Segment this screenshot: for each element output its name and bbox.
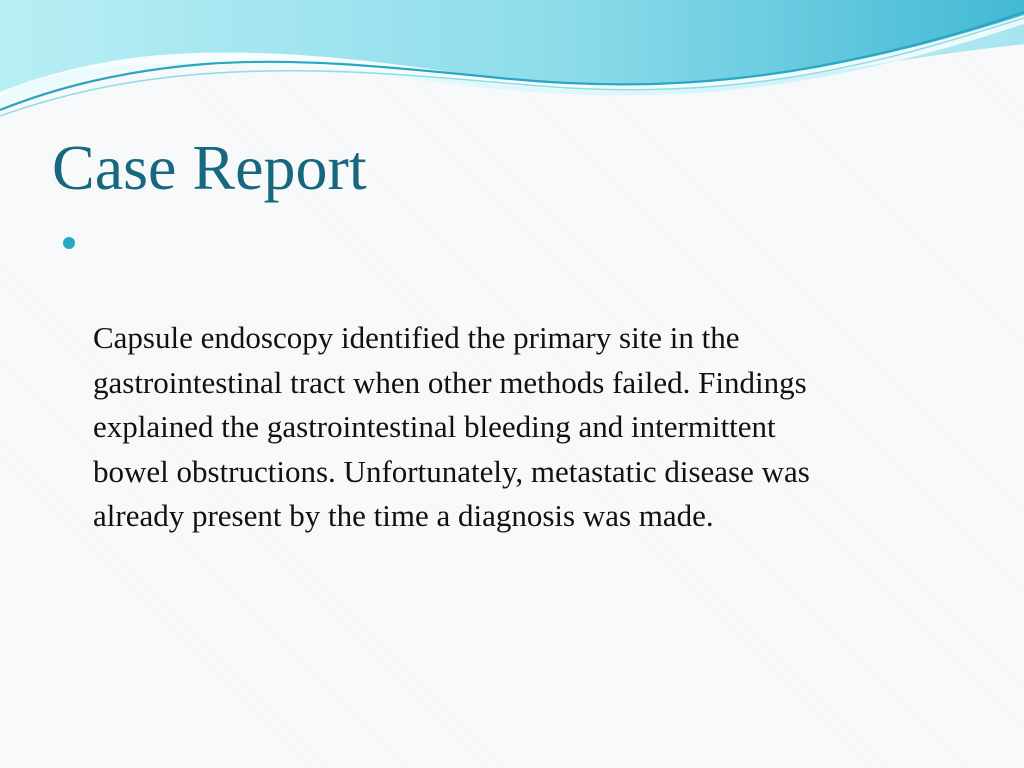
bullet-item: [60, 227, 980, 539]
header-wave-decoration: [0, 0, 1024, 120]
bullet-icon: [63, 237, 75, 249]
slide-content: [60, 227, 980, 539]
slide-title: Case Report: [52, 132, 367, 203]
bullet-text: Capsule endoscopy identified the primary site in the gastrointestinal tract when other methods failed. Findings explained the gastrointestinal bleeding and intermittent bowel obstructions. Unfortunately, metastatic disease was already present by the time a diagnosis was made.: [93, 320, 810, 533]
